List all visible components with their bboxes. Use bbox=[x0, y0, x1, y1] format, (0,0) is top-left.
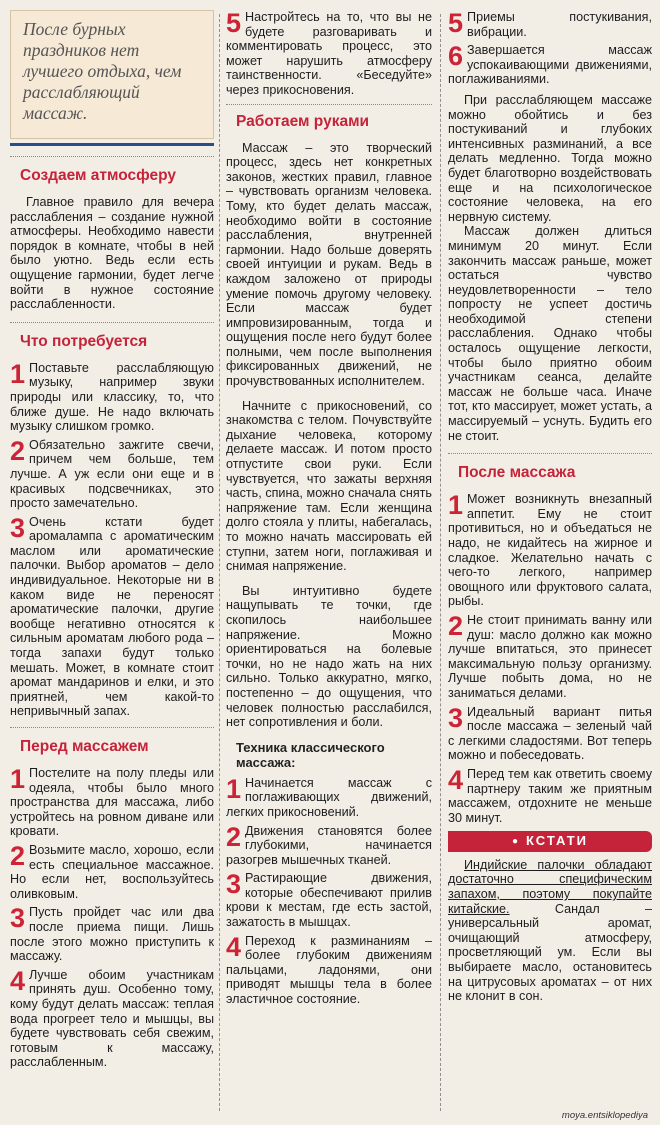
kstati-label: КСТАТИ bbox=[526, 833, 589, 849]
item-text: Может возникнуть внезапный аппетит. Ему не стоит противиться, но и объедаться не надо, не кидайтесь на жирное и сладкое. Желательно начать с чего-то легкого, например овощного или фруктового салата, рыбы. bbox=[448, 492, 652, 609]
item-text: Очень кстати будет аромалампа с ароматическим маслом или ароматические палочки. Выбор ароматов – дело индивидуальное. Некоторые ни в каком виде не переносят ароматические палочки, другие вообще негативно относятся к сильным ароматам любого рода – тогда запахи будут только мешать. Может, в комнате стоит аромат мандаринов и елки, и это приятней, чем какой-то непривычный запах. bbox=[10, 514, 214, 719]
item-number: 1 bbox=[10, 358, 26, 389]
item-text: Перед тем как ответить своему партнеру таким же приятным массажем, отдохните не меньше 30 минут. bbox=[448, 766, 652, 825]
item-text: Настройтесь на то, что вы не будете разговаривать и комментировать процесс, это может нарушить атмосферу таинственности. «Беседуйте» через прикосновения. bbox=[226, 10, 432, 97]
bullet-icon: ● bbox=[511, 836, 521, 848]
item-number: 2 bbox=[448, 610, 464, 641]
item-number: 3 bbox=[448, 702, 464, 733]
section-title-atmosphere: Создаем атмосферу bbox=[20, 167, 177, 184]
item-number: 1 bbox=[226, 773, 242, 804]
section-title-after: После массажа bbox=[458, 464, 576, 482]
kstati-banner bbox=[448, 831, 652, 852]
item-number: 5 bbox=[226, 8, 242, 38]
column-2 bbox=[226, 10, 432, 1011]
list-item bbox=[10, 840, 214, 901]
item-number: 1 bbox=[448, 490, 464, 521]
hands-paragraph: Начните с прикосновений, со знакомства с телом. Почувствуйте дыхание человека, которому делаете массаж. И потом просто отпустите свои руки. Если чувствуется, что зажаты верхняя часть, спина, можно сначала снять напряжение там. Если женщина долго стояла у плиты, набегалась, то можно начать массировать ей ступни, затем ноги, поглаживая и снимая напряжение. bbox=[226, 398, 432, 574]
item-number: 1 bbox=[10, 764, 26, 794]
relax-paragraph: При расслабляющем массаже можно обойтись и без постукиваний и глубоких интенсивных разминаний, а все делать медленно. Тогда можно будет благотворно воздействовать еще и на психологическое состояние человека, на его нервную систему. bbox=[448, 92, 652, 224]
item-text: Обязательно зажгите свечи, причем чем больше, тем лучше. А уж если они еще и в красивых подсвечниках, это просто замечательно. bbox=[10, 437, 214, 511]
item-number: 2 bbox=[10, 840, 26, 871]
hands-paragraph: Вы интуитивно будете нащупывать те точки, где скопилось наибольшее напряжение. Можно ориентироваться на болевые точки, но не надо жать на них сильно. Только аккуратно, мягко, постепенно – до ощущения, что человек полностью расслабился, нет сопротивления и боли. bbox=[226, 583, 432, 730]
hands-paragraph: Массаж – это творческий процесс, здесь нет конкретных законов, жестких правил, главное – чувствовать организм человека. Тому, кто будет делать массаж, необходимо войти в состояние расслабления, внутренней гармонии. Надо больше доверять своей интуиции и рукам. Ведь в каждом заложено от природы умение помочь другому человеку. Если массаж будет импровизированным, тогда и ощущения после него будут более полными, чем после выполнения фиксированных движений, не прочувствованных исполнителем. bbox=[226, 140, 432, 389]
list-item bbox=[448, 492, 652, 609]
item-number: 6 bbox=[448, 41, 464, 72]
column-3 bbox=[448, 10, 652, 1004]
dotted-divider bbox=[10, 156, 214, 157]
list-item bbox=[10, 358, 214, 434]
technique-title: Техника классического массажа: bbox=[236, 739, 385, 770]
list-item bbox=[226, 10, 432, 98]
item-text: Поставьте расслабляющую музыку, например звуки природы или классику, то, что ближе душе. Не надо включать музыку слишком громко. bbox=[10, 360, 214, 434]
list-item bbox=[10, 766, 214, 839]
item-text: Возьмите масло, хорошо, если есть специальное массажное. Но если нет, воспользуйтесь оливковым. bbox=[10, 842, 214, 901]
section-title-before: Перед массажем bbox=[20, 738, 149, 755]
relax-paragraph: Массаж должен длиться минимум 20 минут. Если закончить массаж раньше, может остаться чувство неудовлетворенности – тело попросту не успеет достичь необходимой степени расслабления. Однако чтобы осталось ощущение легкости, чтобы было приятно обоим участникам сеанса, делайте массаж не больше часа. Иначе тот, кто массирует, может устать, а массируемый – уснуть. Будить его не стоит. bbox=[448, 224, 652, 443]
dotted-divider bbox=[448, 453, 652, 454]
kstati-underlined-text: Индийские палочки обладают достаточно специфическим запахом, поэтому покупайте китайские. bbox=[448, 857, 652, 916]
list-item bbox=[10, 965, 214, 1070]
column-divider bbox=[440, 14, 441, 1111]
item-text: Идеальный вариант питья после массажа – зеленый чай с легкими сладостями. Вот теперь можно и побеседовать. bbox=[448, 704, 652, 763]
item-text: Движения становятся более глубокими, начинается разогрев мышечных тканей. bbox=[226, 823, 432, 867]
list-item bbox=[10, 905, 214, 963]
item-text: Не стоит принимать ванну или душ: масло должно как можно лучше впитаться, это принесет максимальную пользу организму. Лучше побыть дома, но не заниматься делами. bbox=[448, 612, 652, 700]
column-1 bbox=[10, 10, 214, 1074]
item-text: Начинается массаж с поглаживающих движений, легких прикосновений. bbox=[226, 775, 432, 819]
column-divider bbox=[219, 14, 220, 1111]
list-item bbox=[448, 702, 652, 763]
item-text: Пусть пройдет час или два после приема пищи. Лишь после этого можно приступить к массажу. bbox=[10, 905, 214, 964]
item-text: Растирающие движения, которые обеспечивают прилив крови к местам, где есть застой, зажатость в мышцах. bbox=[226, 871, 432, 930]
item-text: Переход к разминаниям – более глубоким движениям пальцами, ладонями, они приводят мышцы тела в более эластичное состояние. bbox=[226, 933, 432, 1007]
dotted-divider bbox=[10, 727, 214, 728]
blue-rule bbox=[10, 143, 214, 146]
list-item bbox=[448, 10, 652, 39]
kstati-box bbox=[448, 858, 652, 1004]
list-item bbox=[448, 610, 652, 701]
item-text: Завершается массаж успокаивающими движениями, поглаживаниями. bbox=[448, 43, 652, 87]
item-number: 3 bbox=[10, 903, 26, 934]
kstati-text: Сандал – универсальный аромат, очищающий атмосферу, просветляющий ум. Если вы выбираете масло, остановитесь на цитрусовых ароматах – от них не клонит в сон. bbox=[448, 901, 652, 1004]
list-item bbox=[226, 821, 432, 868]
section-title-needed: Что потребуется bbox=[20, 332, 148, 350]
list-item bbox=[226, 931, 432, 1007]
dotted-divider bbox=[10, 322, 214, 323]
item-number: 4 bbox=[448, 764, 464, 795]
list-item bbox=[10, 435, 214, 511]
list-item bbox=[226, 773, 432, 820]
intro-lead: После бурных праздников нет лучшего отдыха, чем расслабляющий массаж. bbox=[10, 10, 214, 139]
list-item bbox=[448, 764, 652, 825]
item-text: Приемы постукивания, вибрации. bbox=[467, 10, 652, 39]
list-item bbox=[226, 871, 432, 929]
item-number: 2 bbox=[10, 435, 26, 466]
item-text: Постелите на полу пледы или одеяла, чтобы было много пространства для массажа, либо устройтесь на ровном диване или кровати. bbox=[10, 766, 214, 839]
item-number: 4 bbox=[226, 931, 242, 962]
item-number: 4 bbox=[10, 965, 26, 996]
item-number: 3 bbox=[226, 869, 242, 900]
section-title-hands: Работаем руками bbox=[236, 112, 370, 130]
item-text: Лучше обоим участникам принять душ. Особенно тому, кому будут делать массаж: теплая вода прогреет тело и мышцы, вы будете чувствовать себя свежим, готовым к массажу, расслабленным. bbox=[10, 967, 214, 1070]
item-number: 2 bbox=[226, 821, 242, 852]
list-item bbox=[448, 43, 652, 87]
list-item bbox=[10, 512, 214, 719]
item-number: 5 bbox=[448, 8, 464, 38]
atmosphere-text: Главное правило для вечера расслабления – создание нужной атмосферы. Необходимо навести порядок в комнате, чтобы в ней было уютно. Ведь если есть ощущение гармонии, будет легче войти в нужное состояние расслабленности. bbox=[10, 195, 214, 312]
source-watermark: moya.entsiklopediya bbox=[561, 1110, 648, 1121]
item-number: 3 bbox=[10, 512, 26, 543]
dotted-divider bbox=[226, 104, 432, 105]
